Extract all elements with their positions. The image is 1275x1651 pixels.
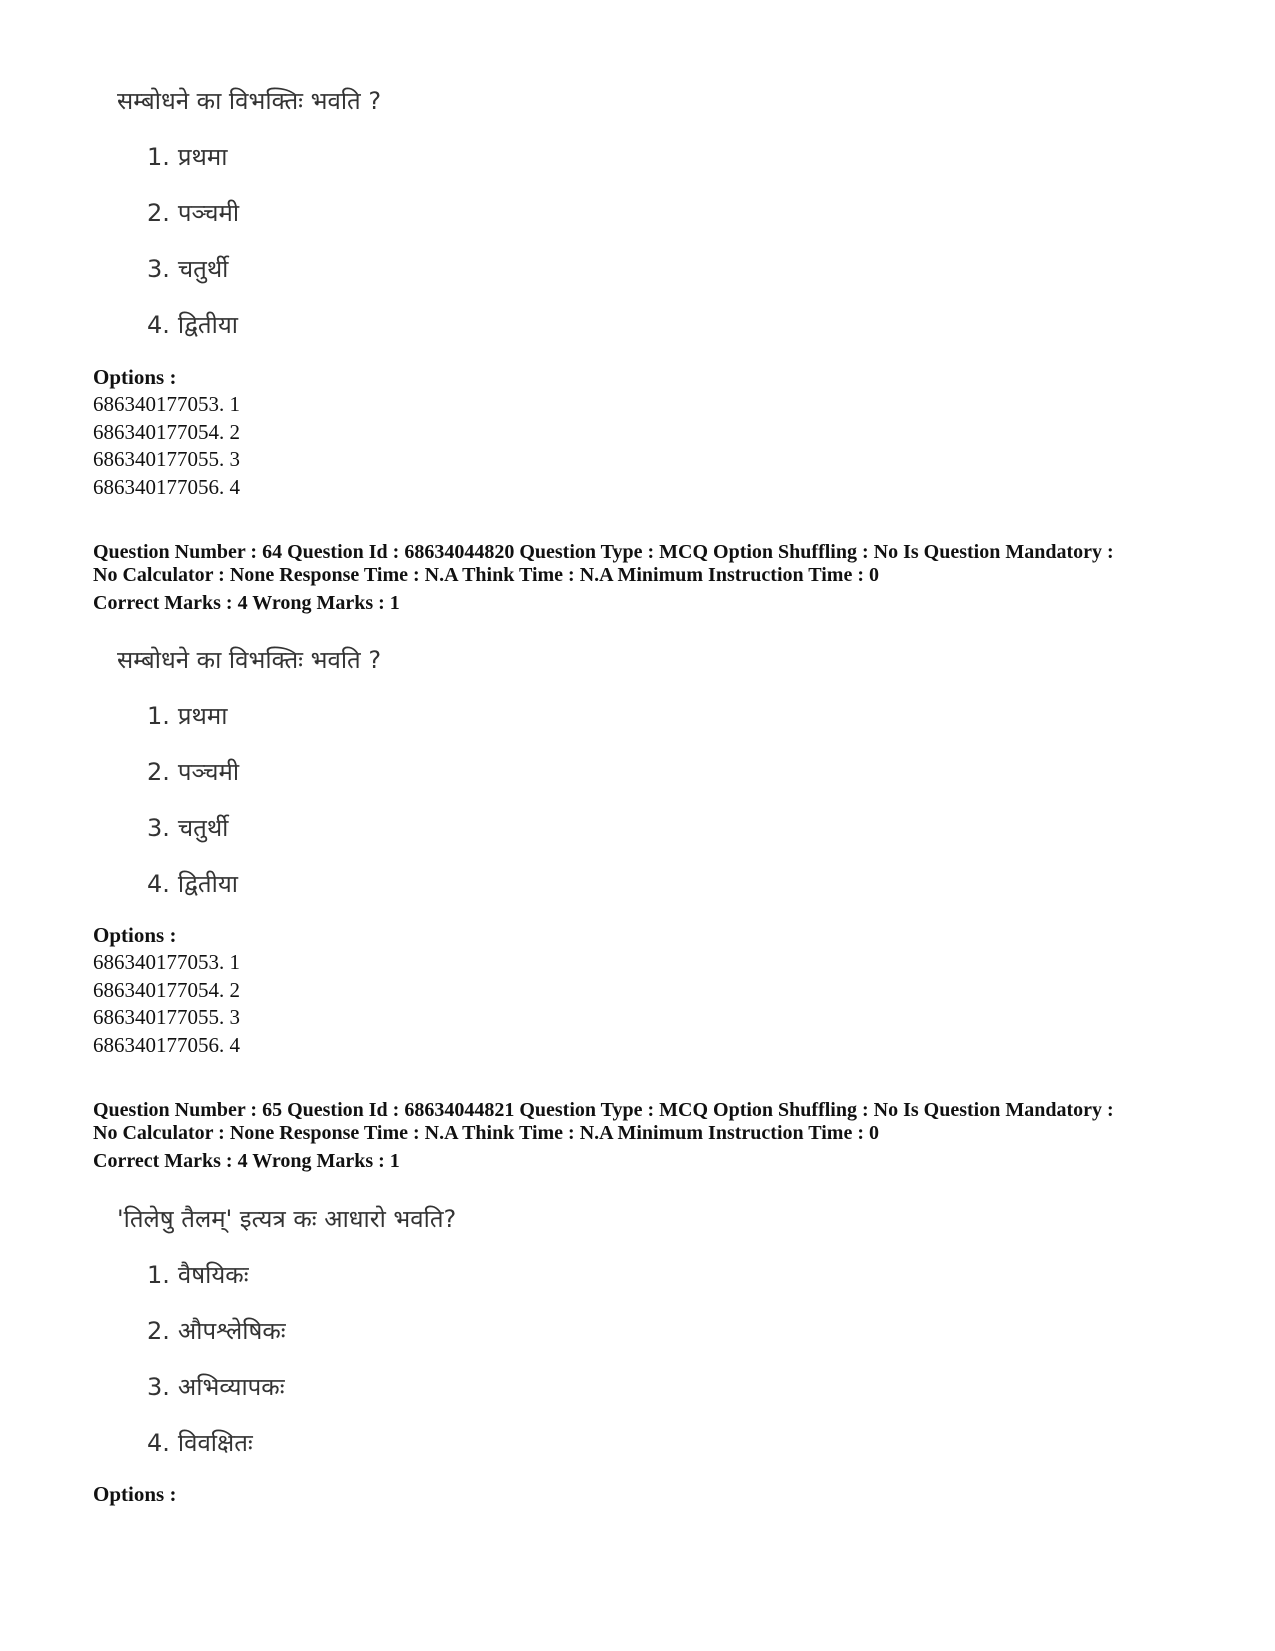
choice-item <box>147 869 238 899</box>
question-text: सम्बोधने का विभक्तिः भवति ? <box>117 87 382 115</box>
choice-text: चतुर्थी <box>177 814 229 842</box>
option-row: 686340177055. 3 <box>93 1005 240 1029</box>
choice-number: 3. <box>147 1373 170 1401</box>
option-row: 686340177056. 4 <box>93 475 240 499</box>
choice-text: चतुर्थी <box>177 255 229 283</box>
choice-item <box>147 813 228 843</box>
choice-text: पञ्चमी <box>177 758 240 786</box>
choice-number: 3. <box>147 814 170 842</box>
choice-item <box>147 701 227 731</box>
choice-number: 2. <box>147 758 170 786</box>
choice-item <box>147 1316 286 1346</box>
question-meta-line1: Question Number : 65 Question Id : 68634044821 Question Type : MCQ Option Shuffling : No Is Question Mandatory : <box>93 1099 1114 1121</box>
choice-number: 4. <box>147 1429 170 1457</box>
option-row: 686340177055. 3 <box>93 447 240 471</box>
choice-number: 2. <box>147 199 170 227</box>
choice-item <box>147 757 239 787</box>
option-row: 686340177056. 4 <box>93 1033 240 1057</box>
choice-item <box>147 198 239 228</box>
question-meta-line2: No Calculator : None Response Time : N.A Think Time : N.A Minimum Instruction Time : 0 <box>93 1122 879 1144</box>
option-row: 686340177054. 2 <box>93 420 240 444</box>
option-row: 686340177053. 1 <box>93 392 240 416</box>
choice-number: 2. <box>147 1317 170 1345</box>
question-marks: Correct Marks : 4 Wrong Marks : 1 <box>93 592 400 614</box>
question-text: सम्बोधने का विभक्तिः भवति ? <box>117 646 382 674</box>
choice-item <box>147 1260 249 1290</box>
choice-text: औपश्लेषिकः <box>177 1317 286 1345</box>
options-heading: Options : <box>93 365 177 389</box>
choice-text: प्रथमा <box>177 702 228 730</box>
choice-item <box>147 310 238 340</box>
question-marks: Correct Marks : 4 Wrong Marks : 1 <box>93 1150 400 1172</box>
choice-text: द्वितीया <box>177 311 238 339</box>
choice-number: 4. <box>147 870 170 898</box>
option-row: 686340177054. 2 <box>93 978 240 1002</box>
choice-text: अभिव्यापकः <box>177 1373 285 1401</box>
choice-item <box>147 254 228 284</box>
choice-number: 4. <box>147 311 170 339</box>
question-text: 'तिलेषु तैलम्' इत्यत्र कः आधारो भवति? <box>117 1205 457 1233</box>
choice-item <box>147 1372 285 1402</box>
question-meta-line2: No Calculator : None Response Time : N.A Think Time : N.A Minimum Instruction Time : 0 <box>93 564 879 586</box>
choice-text: प्रथमा <box>177 143 228 171</box>
choice-item <box>147 1428 253 1458</box>
option-row: 686340177053. 1 <box>93 950 240 974</box>
choice-text: विवक्षितः <box>177 1429 253 1457</box>
choice-text: द्वितीया <box>177 870 238 898</box>
question-meta-line1: Question Number : 64 Question Id : 68634044820 Question Type : MCQ Option Shuffling : No Is Question Mandatory : <box>93 541 1114 563</box>
choice-text: वैषयिकः <box>177 1261 249 1289</box>
choice-number: 1. <box>147 1261 170 1289</box>
options-heading: Options : <box>93 1482 177 1506</box>
options-heading: Options : <box>93 923 177 947</box>
choice-item <box>147 142 227 172</box>
choice-number: 1. <box>147 702 170 730</box>
choice-number: 1. <box>147 143 170 171</box>
choice-number: 3. <box>147 255 170 283</box>
choice-text: पञ्चमी <box>177 199 240 227</box>
